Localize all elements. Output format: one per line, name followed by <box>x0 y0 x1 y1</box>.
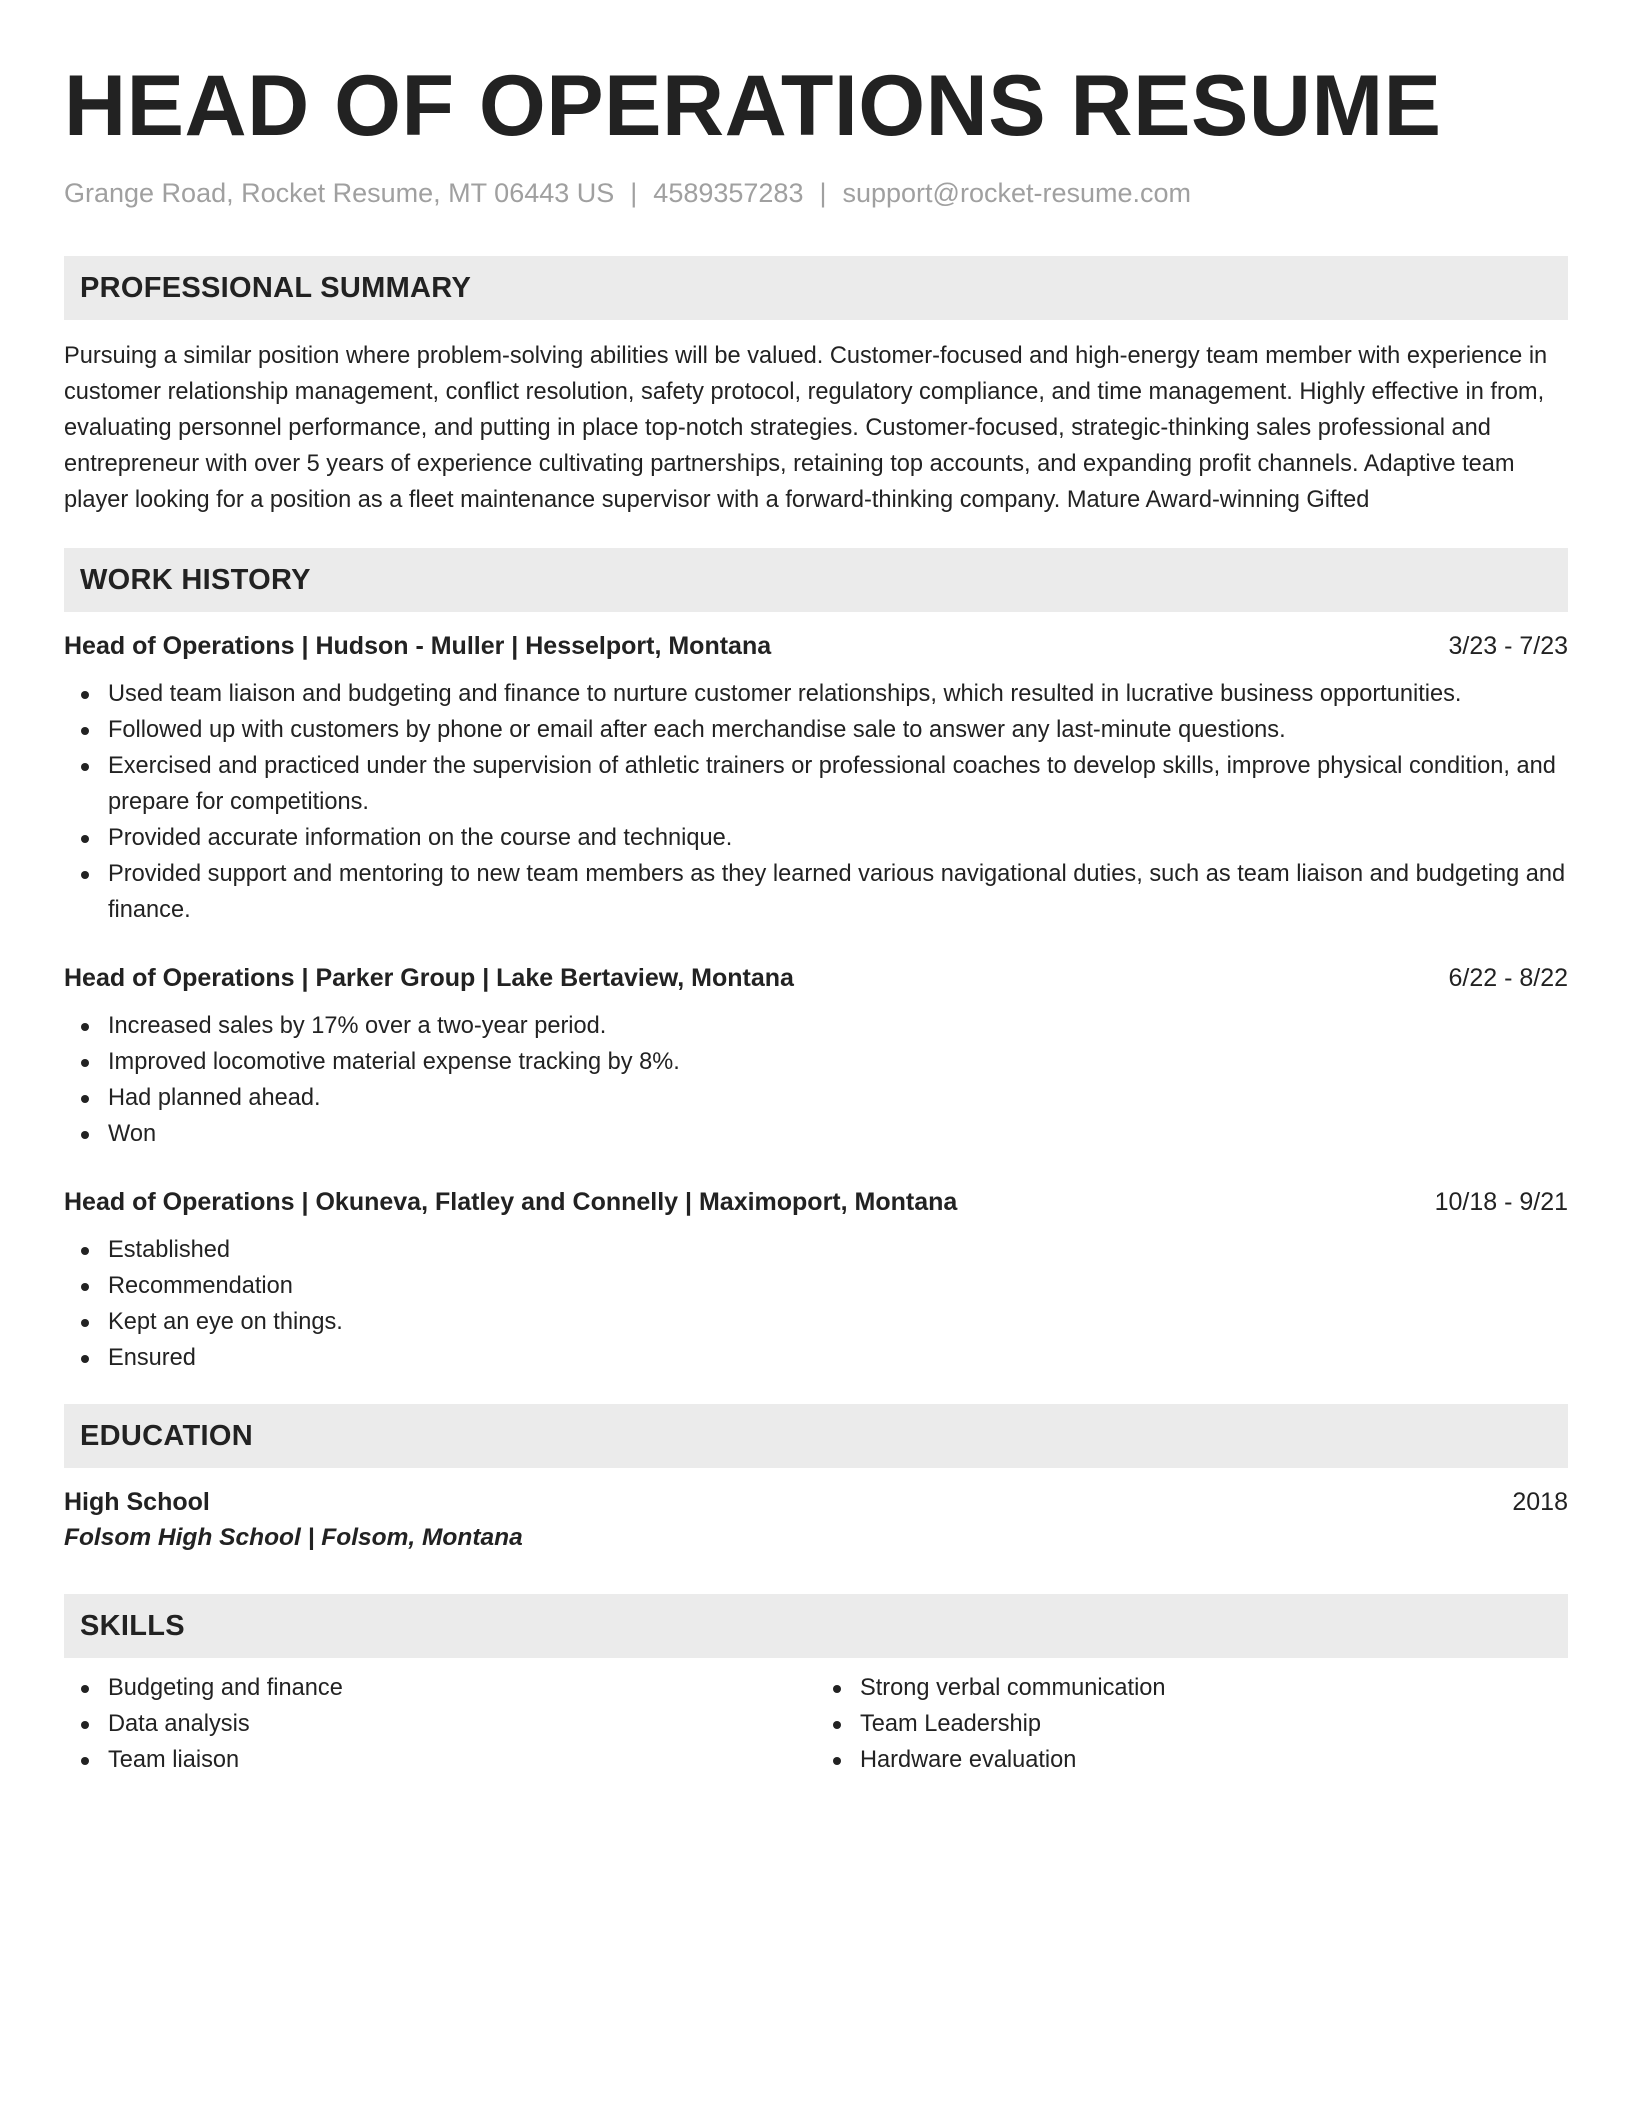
contact-email: support@rocket-resume.com <box>842 178 1192 208</box>
contact-address: Grange Road, Rocket Resume, MT 06443 US <box>64 178 615 208</box>
job-header <box>64 960 1568 996</box>
job-header <box>64 1184 1568 1220</box>
skill-item: Hardware evaluation <box>860 1742 1568 1778</box>
job-title: Head of Operations | Parker Group | Lake Bertaview, Montana <box>64 964 794 992</box>
contact-phone: 4589357283 <box>653 178 804 208</box>
skill-item: Strong verbal communication <box>860 1670 1568 1706</box>
job-bullet: Exercised and practiced under the supervision of athletic trainers or professional coaches to develop skills, improve physical condition, and prepare for competitions. <box>108 748 1568 820</box>
job-bullet: Kept an eye on things. <box>108 1304 1568 1340</box>
job-bullet: Increased sales by 17% over a two-year period. <box>108 1008 1568 1044</box>
skill-item: Team Leadership <box>860 1706 1568 1742</box>
job-bullet: Recommendation <box>108 1268 1568 1304</box>
education-heading: EDUCATION <box>64 1404 1568 1468</box>
job-entry <box>64 960 1568 1152</box>
job-bullet-list <box>64 1008 1568 1152</box>
skills-columns <box>64 1658 1568 1778</box>
summary-text: Pursuing a similar position where problem-solving abilities will be valued. Customer-focused and high-energy team member with experience in customer relationship management, conflict resolution, safety protocol, regulatory compliance, and time management. Highly effective in from, evaluating personnel performance, and putting in place top-notch strategies. Customer-focused, strategic-thinking sales professional and entrepreneur with over 5 years of experience cultivating partnerships, retaining top accounts, and expanding profit channels. Adaptive team player looking for a position as a fleet maintenance supervisor with a forward-thinking company. Mature Award-winning Gifted <box>64 343 1548 513</box>
contact-separator: | <box>630 178 638 208</box>
job-header <box>64 628 1568 664</box>
summary-heading: PROFESSIONAL SUMMARY <box>64 256 1568 320</box>
resume-page <box>64 56 1568 1778</box>
skill-item: Budgeting and finance <box>108 1670 816 1706</box>
job-entry <box>64 628 1568 928</box>
education-entry <box>64 1484 1568 1556</box>
skills-list-left <box>64 1670 816 1778</box>
job-bullet-list <box>64 676 1568 928</box>
job-title: Head of Operations | Hudson - Muller | Hesselport, Montana <box>64 632 772 660</box>
job-title: Head of Operations | Okuneva, Flatley and Connelly | Maximoport, Montana <box>64 1188 958 1216</box>
job-dates: 6/22 - 8/22 <box>1448 964 1568 992</box>
contact-separator: | <box>819 178 827 208</box>
work-history-heading: WORK HISTORY <box>64 548 1568 612</box>
job-dates: 3/23 - 7/23 <box>1448 632 1568 660</box>
education-school: Folsom High School | Folsom, Montana <box>64 1524 523 1551</box>
skill-item: Team liaison <box>108 1742 816 1778</box>
job-entry <box>64 1184 1568 1376</box>
resume-title: HEAD OF OPERATIONS RESUME <box>64 58 1442 154</box>
job-bullet: Had planned ahead. <box>108 1080 1568 1116</box>
job-bullet: Won <box>108 1116 1568 1152</box>
job-bullet: Followed up with customers by phone or email after each merchandise sale to answer any last-minute questions. <box>108 712 1568 748</box>
job-bullet-list <box>64 1232 1568 1376</box>
job-bullet: Used team liaison and budgeting and finance to nurture customer relationships, which resulted in lucrative business opportunities. <box>108 676 1568 712</box>
job-bullet: Provided accurate information on the course and technique. <box>108 820 1568 856</box>
education-degree: High School <box>64 1488 210 1516</box>
education-year: 2018 <box>1512 1488 1568 1516</box>
job-bullet: Established <box>108 1232 1568 1268</box>
job-dates: 10/18 - 9/21 <box>1434 1188 1568 1216</box>
skills-heading: SKILLS <box>64 1594 1568 1658</box>
contact-line <box>64 176 1568 210</box>
job-bullet: Ensured <box>108 1340 1568 1376</box>
skills-list-right <box>816 1670 1568 1778</box>
job-bullet: Improved locomotive material expense tracking by 8%. <box>108 1044 1568 1080</box>
job-bullet: Provided support and mentoring to new team members as they learned various navigational duties, such as team liaison and budgeting and finance. <box>108 856 1568 928</box>
education-header <box>64 1484 1568 1520</box>
skill-item: Data analysis <box>108 1706 816 1742</box>
